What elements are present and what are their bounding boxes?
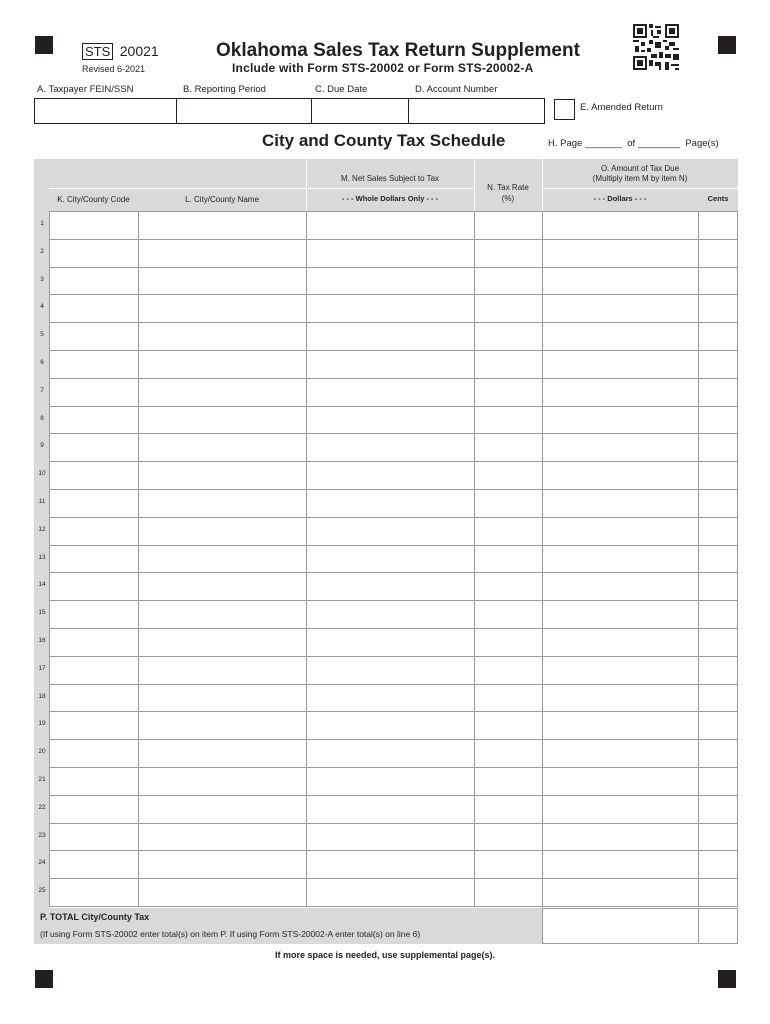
- total-note: (If using Form STS-20002 enter total(s) on item P. If using Form STS-20002-A enter total(s) on line 6): [40, 929, 421, 939]
- row-number: 22: [38, 803, 46, 811]
- city-county-name-cell[interactable]: [138, 211, 307, 240]
- city-county-code-cell[interactable]: [49, 489, 139, 518]
- net-sales-cell[interactable]: [306, 767, 475, 796]
- tax-due-dollars-cell[interactable]: [542, 684, 699, 713]
- tax-due-dollars-cell[interactable]: [542, 406, 699, 435]
- city-county-name-cell[interactable]: [138, 322, 307, 351]
- account-number-box: [408, 98, 545, 124]
- tax-rate-cell[interactable]: [474, 239, 543, 268]
- tax-due-dollars-cell[interactable]: [542, 600, 699, 629]
- account-number-label: D. Account Number: [415, 84, 498, 95]
- tax-rate-cell[interactable]: [474, 406, 543, 435]
- form-title: Oklahoma Sales Tax Return Supplement: [216, 40, 580, 61]
- tax-due-dollars-cell[interactable]: [542, 739, 699, 768]
- city-county-name-cell[interactable]: [138, 378, 307, 407]
- row-number: 18: [38, 692, 46, 700]
- row-number: 17: [38, 664, 46, 672]
- tax-due-dollars-cell[interactable]: [542, 350, 699, 379]
- row-number: 15: [38, 609, 46, 617]
- net-sales-cell[interactable]: [306, 517, 475, 546]
- tax-due-dollars-cell[interactable]: [542, 517, 699, 546]
- net-sales-cell[interactable]: [306, 267, 475, 296]
- city-county-name-cell[interactable]: [138, 545, 307, 574]
- tax-due-dollars-cell[interactable]: [542, 795, 699, 824]
- tax-due-cents-cell[interactable]: [698, 684, 738, 713]
- tax-rate-cell[interactable]: [474, 711, 543, 740]
- tax-rate-cell[interactable]: [474, 350, 543, 379]
- registration-mark-top-right: [718, 36, 736, 54]
- form-id: [82, 43, 159, 61]
- net-sales-cell[interactable]: [306, 572, 475, 601]
- row-number: 5: [40, 331, 44, 339]
- revised-date: Revised 6-2021: [82, 64, 146, 74]
- tax-rate-cell[interactable]: [474, 684, 543, 713]
- tax-rate-cell[interactable]: [474, 517, 543, 546]
- net-sales-cell[interactable]: [306, 684, 475, 713]
- fein-box: [34, 98, 177, 124]
- tax-rate-cell[interactable]: [474, 850, 543, 879]
- total-cents-cell[interactable]: [698, 908, 738, 944]
- city-county-name-cell[interactable]: [138, 600, 307, 629]
- tax-due-cents-cell[interactable]: [698, 461, 738, 490]
- tax-due-cents-cell[interactable]: [698, 823, 738, 852]
- tax-due-cents-cell[interactable]: [698, 267, 738, 296]
- net-sales-cell[interactable]: [306, 211, 475, 240]
- tax-due-dollars-cell[interactable]: [542, 850, 699, 879]
- tax-due-dollars-cell[interactable]: [542, 823, 699, 852]
- tax-due-cents-cell[interactable]: [698, 795, 738, 824]
- row-number-column: [34, 189, 49, 909]
- city-county-name-cell[interactable]: [138, 572, 307, 601]
- row-number: 9: [40, 442, 44, 450]
- fein-label: A. Taxpayer FEIN/SSN: [37, 84, 134, 95]
- row-number: 1: [40, 220, 44, 227]
- net-sales-cell[interactable]: [306, 378, 475, 407]
- form-subtitle: Include with Form STS-20002 or Form STS-20002-A: [232, 61, 534, 75]
- city-county-code-cell[interactable]: [49, 823, 139, 852]
- tax-rate-cell[interactable]: [474, 628, 543, 657]
- tax-due-cents-cell[interactable]: [698, 711, 738, 740]
- net-sales-cell[interactable]: [306, 823, 475, 852]
- city-county-code-cell[interactable]: [49, 545, 139, 574]
- row-number: 11: [38, 498, 46, 505]
- net-sales-cell[interactable]: [306, 600, 475, 629]
- col-n-header: N. Tax Rate: [487, 183, 529, 192]
- city-county-name-cell[interactable]: [138, 739, 307, 768]
- row-number: 10: [38, 470, 46, 478]
- tax-due-dollars-cell[interactable]: [542, 433, 699, 462]
- schedule-title: City and County Tax Schedule: [262, 131, 506, 150]
- reporting-period-label: B. Reporting Period: [183, 84, 266, 95]
- col-l-header: L. City/County Name: [185, 195, 259, 204]
- tax-due-cents-cell[interactable]: [698, 211, 738, 240]
- footer-note: If more space is needed, use supplemental page(s).: [274, 950, 496, 960]
- row-number: 25: [38, 887, 46, 895]
- due-date-label: C. Due Date: [315, 84, 368, 95]
- tax-rate-cell[interactable]: [474, 545, 543, 574]
- city-county-name-cell[interactable]: [138, 461, 307, 490]
- amended-return-checkbox[interactable]: [554, 99, 575, 120]
- tax-due-dollars-cell[interactable]: [542, 628, 699, 657]
- reporting-period-box: [176, 98, 312, 124]
- tax-rate-cell[interactable]: [474, 211, 543, 240]
- registration-mark-top-left: [35, 36, 53, 54]
- tax-due-dollars-cell[interactable]: [542, 767, 699, 796]
- tax-due-dollars-cell[interactable]: [542, 211, 699, 240]
- city-county-code-cell[interactable]: [49, 878, 139, 907]
- tax-rate-cell[interactable]: [474, 823, 543, 852]
- tax-due-cents-cell[interactable]: [698, 545, 738, 574]
- tax-due-dollars-cell[interactable]: [542, 239, 699, 268]
- tax-due-cents-cell[interactable]: [698, 294, 738, 323]
- row-number: 16: [38, 637, 46, 644]
- tax-due-cents-cell[interactable]: [698, 600, 738, 629]
- row-number: 12: [38, 525, 46, 533]
- qr-code: [633, 24, 679, 70]
- net-sales-cell[interactable]: [306, 461, 475, 490]
- tax-rate-cell[interactable]: [474, 767, 543, 796]
- city-county-code-cell[interactable]: [49, 211, 139, 240]
- net-sales-cell[interactable]: [306, 795, 475, 824]
- city-county-code-cell[interactable]: [49, 239, 139, 268]
- tax-rate-cell[interactable]: [474, 795, 543, 824]
- tax-due-cents-cell[interactable]: [698, 489, 738, 518]
- row-number: 23: [38, 831, 46, 839]
- tax-due-dollars-cell[interactable]: [542, 656, 699, 685]
- tax-rate-cell[interactable]: [474, 489, 543, 518]
- col-k-header: K. City/County Code: [57, 195, 130, 204]
- due-date-input[interactable]: [312, 99, 408, 123]
- row-number: 24: [38, 859, 46, 867]
- city-county-name-cell[interactable]: [138, 294, 307, 323]
- city-county-name-cell[interactable]: [138, 656, 307, 685]
- tax-rate-cell[interactable]: [474, 461, 543, 490]
- city-county-name-cell[interactable]: [138, 711, 307, 740]
- tax-due-cents-cell[interactable]: [698, 572, 738, 601]
- tax-rate-cell[interactable]: [474, 878, 543, 907]
- tax-due-cents-cell[interactable]: [698, 850, 738, 879]
- row-number: 19: [38, 720, 46, 728]
- tax-rate-cell[interactable]: [474, 294, 543, 323]
- tax-due-cents-cell[interactable]: [698, 239, 738, 268]
- city-county-code-cell[interactable]: [49, 350, 139, 379]
- net-sales-cell[interactable]: [306, 433, 475, 462]
- row-number: 21: [38, 776, 46, 783]
- col-m-header: M. Net Sales Subject to Tax: [340, 174, 440, 183]
- city-county-code-cell[interactable]: [49, 378, 139, 407]
- city-county-name-cell[interactable]: [138, 878, 307, 907]
- tax-due-cents-cell[interactable]: [698, 739, 738, 768]
- city-county-name-cell[interactable]: [138, 239, 307, 268]
- net-sales-cell[interactable]: [306, 711, 475, 740]
- tax-due-cents-cell[interactable]: [698, 517, 738, 546]
- tax-rate-cell[interactable]: [474, 739, 543, 768]
- tax-due-dollars-cell[interactable]: [542, 378, 699, 407]
- net-sales-cell[interactable]: [306, 545, 475, 574]
- col-n-subheader: (%): [501, 194, 515, 203]
- city-county-name-cell[interactable]: [138, 406, 307, 435]
- city-county-name-cell[interactable]: [138, 767, 307, 796]
- city-county-code-cell[interactable]: [49, 461, 139, 490]
- due-date-box: [311, 98, 409, 124]
- col-o-header: O. Amount of Tax Due: [600, 164, 680, 173]
- net-sales-cell[interactable]: [306, 656, 475, 685]
- tax-due-cents-cell[interactable]: [698, 656, 738, 685]
- city-county-code-cell[interactable]: [49, 294, 139, 323]
- amended-return-label: E. Amended Return: [580, 102, 663, 113]
- tax-rate-cell[interactable]: [474, 572, 543, 601]
- net-sales-cell[interactable]: [306, 406, 475, 435]
- net-sales-cell[interactable]: [306, 294, 475, 323]
- tax-due-cents-cell[interactable]: [698, 406, 738, 435]
- reporting-period-input[interactable]: [177, 99, 311, 123]
- tax-due-dollars-cell[interactable]: [542, 322, 699, 351]
- tax-due-cents-cell[interactable]: [698, 350, 738, 379]
- col-o-note: (Multiply item M by item N): [592, 174, 688, 183]
- col-m-subheader: - - - Whole Dollars Only - - -: [341, 194, 439, 203]
- total-dollars-cell[interactable]: [542, 908, 699, 944]
- net-sales-cell[interactable]: [306, 850, 475, 879]
- net-sales-cell[interactable]: [306, 489, 475, 518]
- city-county-code-cell[interactable]: [49, 600, 139, 629]
- tax-rate-cell[interactable]: [474, 433, 543, 462]
- city-county-code-cell[interactable]: [49, 628, 139, 657]
- city-county-name-cell[interactable]: [138, 489, 307, 518]
- city-county-name-cell[interactable]: [138, 684, 307, 713]
- col-o-cents-header: Cents: [707, 194, 729, 203]
- tax-due-dollars-cell[interactable]: [542, 711, 699, 740]
- tax-due-cents-cell[interactable]: [698, 378, 738, 407]
- account-number-input[interactable]: [409, 99, 544, 123]
- tax-due-cents-cell[interactable]: [698, 767, 738, 796]
- row-number: 8: [40, 414, 44, 422]
- net-sales-cell[interactable]: [306, 239, 475, 268]
- tax-due-dollars-cell[interactable]: [542, 294, 699, 323]
- tax-due-dollars-cell[interactable]: [542, 489, 699, 518]
- page-count-label: H. Page _______ of ________ Page(s): [548, 138, 719, 149]
- city-county-name-cell[interactable]: [138, 433, 307, 462]
- tax-due-cents-cell[interactable]: [698, 878, 738, 907]
- row-number: 7: [40, 386, 44, 394]
- city-county-code-cell[interactable]: [49, 795, 139, 824]
- row-number: 14: [38, 581, 46, 589]
- tax-due-cents-cell[interactable]: [698, 433, 738, 462]
- tax-due-dollars-cell[interactable]: [542, 572, 699, 601]
- tax-rate-cell[interactable]: [474, 267, 543, 296]
- tax-due-dollars-cell[interactable]: [542, 461, 699, 490]
- city-county-code-cell[interactable]: [49, 711, 139, 740]
- total-label: P. TOTAL City/County Tax: [40, 912, 150, 922]
- tax-rate-cell[interactable]: [474, 656, 543, 685]
- city-county-code-cell[interactable]: [49, 517, 139, 546]
- city-county-code-cell[interactable]: [49, 572, 139, 601]
- row-number: 6: [40, 359, 44, 366]
- city-county-name-cell[interactable]: [138, 350, 307, 379]
- net-sales-cell[interactable]: [306, 739, 475, 768]
- fein-input[interactable]: [35, 99, 176, 123]
- city-county-code-cell[interactable]: [49, 767, 139, 796]
- city-county-code-cell[interactable]: [49, 850, 139, 879]
- tax-rate-cell[interactable]: [474, 600, 543, 629]
- city-county-code-cell[interactable]: [49, 267, 139, 296]
- city-county-code-cell[interactable]: [49, 684, 139, 713]
- col-o-dollars-header: - - - Dollars - - -: [593, 194, 647, 203]
- city-county-code-cell[interactable]: [49, 433, 139, 462]
- row-number: 13: [38, 553, 46, 561]
- row-number: 20: [38, 748, 46, 756]
- registration-mark-bottom-left: [35, 970, 53, 988]
- net-sales-cell[interactable]: [306, 322, 475, 351]
- net-sales-cell[interactable]: [306, 878, 475, 907]
- city-county-name-cell[interactable]: [138, 795, 307, 824]
- city-county-code-cell[interactable]: [49, 406, 139, 435]
- city-county-name-cell[interactable]: [138, 823, 307, 852]
- form-prefix: STS: [82, 43, 113, 60]
- city-county-name-cell[interactable]: [138, 517, 307, 546]
- tax-due-dollars-cell[interactable]: [542, 545, 699, 574]
- row-number: 2: [40, 247, 44, 255]
- city-county-code-cell[interactable]: [49, 656, 139, 685]
- tax-due-dollars-cell[interactable]: [542, 878, 699, 907]
- tax-due-cents-cell[interactable]: [698, 628, 738, 657]
- city-county-code-cell[interactable]: [49, 739, 139, 768]
- row-number: 3: [40, 275, 44, 283]
- city-county-name-cell[interactable]: [138, 850, 307, 879]
- city-county-code-cell[interactable]: [49, 322, 139, 351]
- net-sales-cell[interactable]: [306, 350, 475, 379]
- tax-due-dollars-cell[interactable]: [542, 267, 699, 296]
- tax-rate-cell[interactable]: [474, 322, 543, 351]
- city-county-name-cell[interactable]: [138, 267, 307, 296]
- registration-mark-bottom-right: [718, 970, 736, 988]
- net-sales-cell[interactable]: [306, 628, 475, 657]
- tax-rate-cell[interactable]: [474, 378, 543, 407]
- tax-due-cents-cell[interactable]: [698, 322, 738, 351]
- city-county-name-cell[interactable]: [138, 628, 307, 657]
- form-number: 20021: [119, 43, 159, 59]
- row-number: 4: [40, 303, 44, 311]
